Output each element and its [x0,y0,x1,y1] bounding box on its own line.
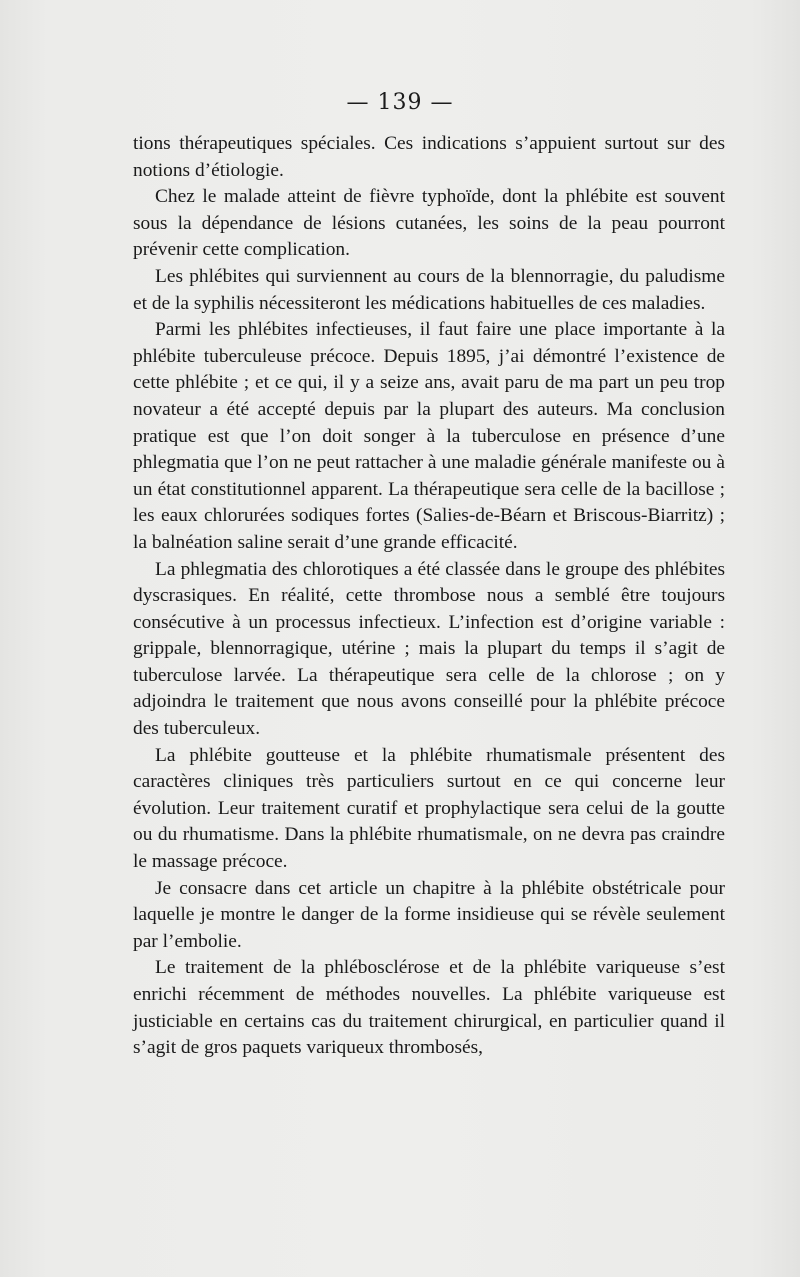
page-number: — 139 — [346,90,454,115]
paragraph-4: Parmi les phlébites infectieuses, il faut faire une place importante à la phlébite tuberculeuse précoce. Depuis 1895, j’ai démontré l’existence de cette phlébite ; et ce qui, il y a seize ans, avait paru de ma part un peu trop novateur a été accepté depuis par la plupart des auteurs. Ma conclusion pratique est que l’on doit songer à la tuberculose en présence d’une phlegmatia que l’on ne peut rattacher à une maladie générale manifeste ou à un état constitutionnel apparent. La thérapeutique sera celle de la bacillose ; les eaux chlorurées sodiques fortes (Salies-de-Béarn et Briscous-Biarritz) ; la balnéation saline serait d’une grande efficacité. [133,319,725,553]
paragraph-2: Chez le malade atteint de fièvre typhoïde, dont la phlébite est souvent sous la dépendance de lésions cutanées, les soins de la peau pourront prévenir cette complication. [133,186,725,261]
paragraph-7: Je consacre dans cet article un chapitre à la phlébite obstétricale pour laquelle je montre le danger de la forme insidieuse qui se révèle seulement par l’embolie. [133,877,725,952]
paragraph-3: Les phlébites qui surviennent au cours de la blennorragie, du paludisme et de la syphilis nécessiteront les médications habituelles de ces maladies. [133,265,725,314]
paragraph-8: Le traitement de la phlébosclérose et de la phlébite variqueuse s’est enrichi récemment de méthodes nouvelles. La phlébite variqueuse est justiciable en certains cas du traitement chirurgical, en particulier quand il s’agit de gros paquets variqueux thrombosés, [133,957,725,1059]
paragraph-6: La phlébite goutteuse et la phlébite rhumatismale présentent des caractères cliniques très particuliers surtout en ce qui concerne leur évolution. Leur traitement curatif et prophylactique sera celui de la goutte ou du rhumatisme. Dans la phlébite rhumatismale, on ne devra pas craindre le massage précoce. [133,744,725,873]
paragraph-5: La phlegmatia des chlorotiques a été classée dans le groupe des phlébites dyscrasiques. En réalité, cette thrombose nous a semblé être toujours consécutive à un processus infectieux. L’infection est d’origine variable : grippale, blennorragique, utérine ; mais la plupart du temps il s’agit de tuberculose larvée. La thérapeutique sera celle de la chlorose ; on y adjoindra le traitement que nous avons conseillé pour la phlébite précoce des tuberculeux. [133,558,725,740]
body-text [133,131,725,1062]
paragraph-1: tions thérapeutiques spéciales. Ces indications s’appuient surtout sur des notions d’étiologie. [133,133,725,181]
